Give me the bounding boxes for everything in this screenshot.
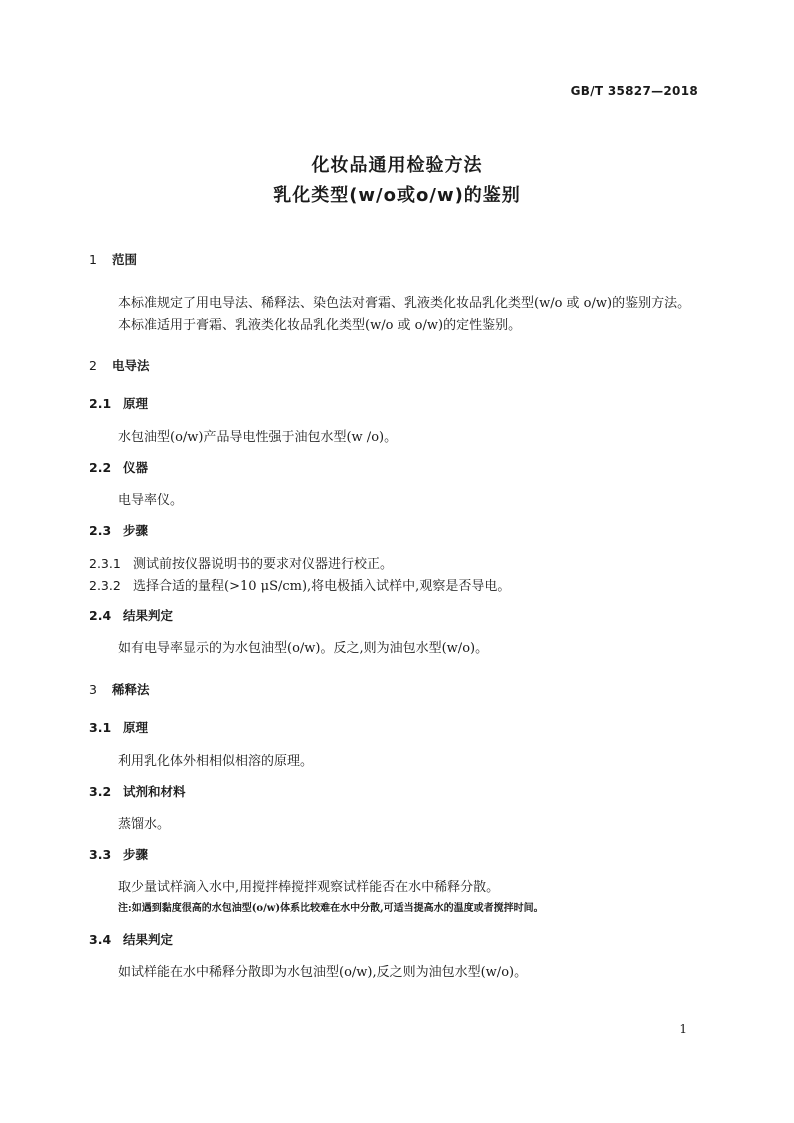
section-title: 电导法 bbox=[112, 358, 150, 373]
section-title: 仪器 bbox=[123, 460, 149, 475]
section-title: 结果判定 bbox=[123, 932, 174, 947]
section-3-3-heading bbox=[89, 845, 148, 863]
reagent-text: 蒸馏水。 bbox=[118, 817, 171, 832]
standard-code: GB/T 35827—2018 bbox=[570, 84, 698, 98]
section-2-2-heading bbox=[89, 458, 148, 476]
section-title: 结果判定 bbox=[123, 608, 174, 623]
step-2-3-1 bbox=[89, 553, 393, 572]
section-number: 3.2 bbox=[89, 784, 112, 799]
step-text: 选择合适的量程(>10 μS/cm),将电极插入试样中,观察是否导电。 bbox=[133, 579, 511, 594]
result-text-2: 如有电导率显示的为水包油型(o/w)。反之,则为油包水型(w/o)。 bbox=[118, 641, 489, 656]
step-number: 2.3.1 bbox=[89, 556, 121, 571]
principle-text: 水包油型(o/w)产品导电性强于油包水型(w /o)。 bbox=[118, 430, 398, 445]
document-title-line2: 乳化类型(w/o或o/w)的鉴别 bbox=[273, 185, 521, 206]
section-title: 原理 bbox=[123, 396, 149, 411]
section-2-1-heading bbox=[89, 394, 148, 412]
section-number: 1 bbox=[89, 252, 97, 267]
section-number: 2 bbox=[89, 358, 97, 373]
step-text: 测试前按仪器说明书的要求对仪器进行校正。 bbox=[133, 557, 394, 572]
section-number: 2.1 bbox=[89, 396, 112, 411]
principle-text-3: 利用乳化体外相相似相溶的原理。 bbox=[118, 754, 314, 769]
section-number: 3.3 bbox=[89, 847, 112, 862]
step-2-3-2 bbox=[89, 575, 510, 594]
section-3-2-heading bbox=[89, 782, 186, 800]
section-title: 试剂和材料 bbox=[123, 784, 186, 799]
scope-paragraph-1: 本标准规定了用电导法、稀释法、染色法对膏霜、乳液类化妆品乳化类型(w/o 或 o/w)的鉴别方法。 bbox=[118, 296, 691, 311]
section-3-4-heading bbox=[89, 930, 173, 948]
section-title: 稀释法 bbox=[112, 682, 150, 697]
result-text-3: 如试样能在水中稀释分散即为水包油型(o/w),反之则为油包水型(w/o)。 bbox=[118, 965, 528, 980]
section-1-heading bbox=[89, 250, 137, 268]
section-2-4-heading bbox=[89, 606, 173, 624]
section-title: 范围 bbox=[112, 252, 138, 267]
document-title-line1: 化妆品通用检验方法 bbox=[311, 155, 483, 176]
section-title: 原理 bbox=[123, 720, 149, 735]
section-number: 2.4 bbox=[89, 608, 112, 623]
section-number: 3 bbox=[89, 682, 97, 697]
section-number: 3.4 bbox=[89, 932, 112, 947]
section-number: 3.1 bbox=[89, 720, 112, 735]
procedure-text-3: 取少量试样滴入水中,用搅拌棒搅拌观察试样能否在水中稀释分散。 bbox=[118, 880, 500, 895]
section-3-heading bbox=[89, 680, 150, 698]
instrument-text: 电导率仪。 bbox=[118, 493, 184, 508]
section-3-1-heading bbox=[89, 718, 148, 736]
procedure-note: 注:如遇到黏度很高的水包油型(o/w)体系比较难在水中分散,可适当提高水的温度或者搅拌时间。 bbox=[118, 903, 544, 914]
page-number: 1 bbox=[679, 1022, 687, 1036]
scope-paragraph-2: 本标准适用于膏霜、乳液类化妆品乳化类型(w/o 或 o/w)的定性鉴别。 bbox=[118, 318, 522, 333]
step-number: 2.3.2 bbox=[89, 578, 121, 593]
section-number: 2.2 bbox=[89, 460, 112, 475]
section-2-heading bbox=[89, 356, 150, 374]
section-number: 2.3 bbox=[89, 523, 112, 538]
section-title: 步骤 bbox=[123, 523, 149, 538]
section-2-3-heading bbox=[89, 521, 148, 539]
section-title: 步骤 bbox=[123, 847, 149, 862]
